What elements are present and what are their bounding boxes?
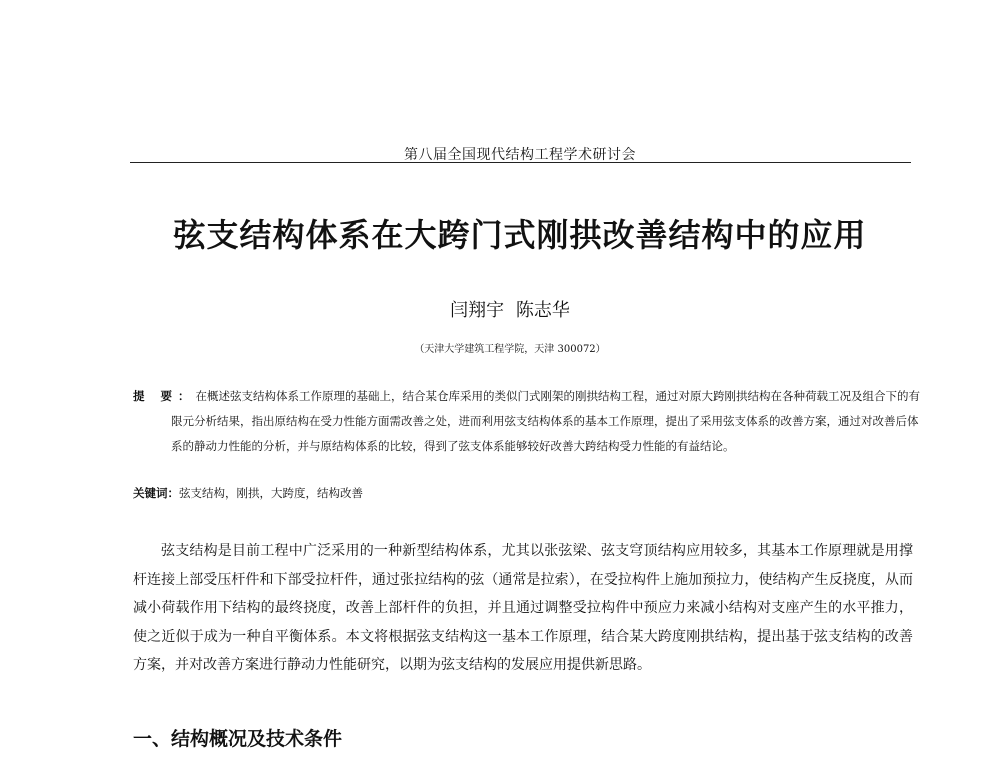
abstract-text: 在概述弦支结构体系工作原理的基础上，结合某仓库采用的类似门式刚架的刚拱结构工程，通过对原大跨刚拱结构在各种荷载工况及组合下的有限元分析结果，指出原结构在受力性能方面需改善之处，进而利用弦支结构体系的基本工作原理，提出了采用弦支体系的改善方案，通过对改善后体系的静动力性能的分析，并与原结构体系的比较，得到了弦支体系能够较好改善大跨结构受力性能的有益结论。 (171, 389, 921, 453)
header-rule (130, 162, 911, 163)
abstract-block (133, 384, 923, 459)
paper-title: 弦支结构体系在大跨门式刚拱改善结构中的应用 (173, 216, 867, 254)
author-affiliation: （天津大学建筑工程学院，天津 300072） (414, 344, 606, 355)
section-heading: 一、结构概况及技术条件 (133, 728, 343, 750)
abstract-label: 提 要： (133, 389, 196, 403)
abstract-content (133, 384, 923, 459)
conference-header: 第八届全国现代结构工程学术研讨会 (404, 147, 636, 163)
keywords-text: 弦支结构，刚拱，大跨度，结构改善 (179, 486, 363, 500)
keywords-line (133, 485, 913, 501)
body-paragraph: 弦支结构是目前工程中广泛采用的一种新型结构体系，尤其以张弦梁、弦支穹顶结构应用较多，其基本工作原理就是用撑杆连接上部受压杆件和下部受拉杆件，通过张拉结构的弦（通常是拉索），在受拉构件上施加预拉力，使结构产生反挠度，从而减小荷载作用下结构的最终挠度，改善上部杆件的负担，并且通过调整受拉构件中预应力来减小结构对支座产生的水平推力，使之近似于成为一种自平衡体系。本文将根据弦支结构这一基本工作原理，结合某大跨度刚拱结构，提出基于弦支结构的改善方案，并对改善方案进行静动力性能研究，以期为弦支结构的发展应用提供新思路。 (133, 543, 913, 674)
paper-authors: 闫翔宇 陈志华 (450, 300, 570, 321)
keywords-label: 关键词： (133, 486, 179, 500)
